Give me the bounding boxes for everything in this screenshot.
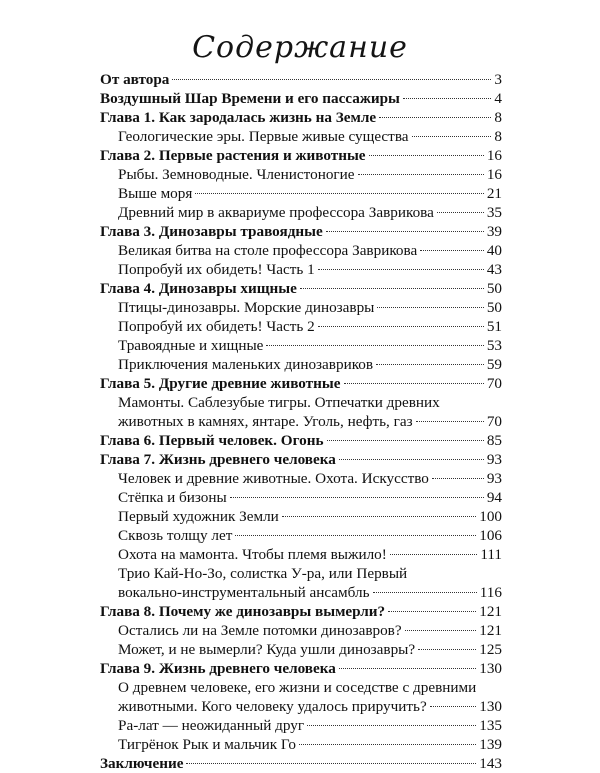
toc-entry-page-number: 8 (494, 128, 502, 145)
toc-entry-label: Рыбы. Земноводные. Членистоногие (118, 166, 355, 183)
toc-entry-page-number: 8 (494, 109, 502, 126)
dot-leader (300, 288, 484, 289)
toc-entry-page-number: 51 (486, 318, 502, 335)
toc-entry-page-number: 106 (479, 527, 502, 544)
dot-leader (379, 117, 491, 118)
toc-entry-chapter[interactable] (100, 754, 502, 773)
toc-entry-page-number: 125 (479, 641, 502, 658)
toc-entry-section[interactable] (100, 298, 502, 317)
toc-entry-label: Травоядные и хищные (118, 337, 264, 354)
toc-entry-page-number: 35 (486, 204, 502, 221)
toc-entry-chapter[interactable] (100, 659, 502, 678)
toc-entry-page-number: 39 (486, 223, 502, 240)
toc-entry-label: Геологические эры. Первые живые существа (118, 128, 409, 145)
dot-leader (376, 364, 484, 365)
dot-leader (405, 630, 477, 631)
dot-leader (388, 611, 476, 612)
dot-leader (403, 98, 492, 99)
toc-entry-section[interactable] (100, 716, 502, 735)
toc-entry-label: Глава 9. Жизнь древнего человека (100, 660, 336, 677)
toc-entry-label: Глава 2. Первые растения и животные (100, 147, 366, 164)
toc-entry-page-number: 3 (494, 71, 502, 88)
toc-entry-section[interactable] (100, 336, 502, 355)
toc-entry-section[interactable] (100, 241, 502, 260)
toc-entry-section[interactable] (100, 507, 502, 526)
dot-leader (377, 307, 483, 308)
dot-leader (318, 269, 484, 270)
toc-entry-section[interactable] (100, 355, 502, 374)
toc-entry-chapter[interactable] (100, 222, 502, 241)
toc-entry-label-line1: Мамонты. Саблезубые тигры. Отпечатки древних (118, 394, 440, 411)
toc-entry-label: Ра-лат — неожиданный друг (118, 717, 305, 734)
toc-entry-page-number: 135 (479, 717, 502, 734)
dot-leader (437, 212, 484, 213)
toc-entry-chapter[interactable] (100, 602, 502, 621)
dot-leader (266, 345, 483, 346)
dot-leader (430, 706, 477, 707)
toc-entry-section[interactable] (100, 621, 502, 640)
dot-leader (344, 383, 484, 384)
toc-entry-page-number: 93 (486, 470, 502, 487)
dot-leader (432, 478, 484, 479)
toc-entry-page-number: 94 (486, 489, 502, 506)
dot-leader (390, 554, 478, 555)
toc-entry-page-number: 40 (486, 242, 502, 259)
toc-entry-label-line2: животных в камнях, янтаре. Уголь, нефть, газ (118, 413, 413, 430)
dot-leader (358, 174, 484, 175)
toc-entry-section[interactable] (100, 564, 502, 602)
toc-entry-section[interactable] (100, 260, 502, 279)
toc-entry-chapter[interactable] (100, 374, 502, 393)
dot-leader (299, 744, 476, 745)
dot-leader (339, 459, 484, 460)
toc-entry-section[interactable] (100, 165, 502, 184)
toc-entry-label: Сквозь толщу лет (118, 527, 233, 544)
toc-entry-label-line1: Трио Кай-Но-Зо, солистка У-ра, или Первый (118, 565, 408, 582)
toc-entry-chapter[interactable] (100, 431, 502, 450)
toc-entry-page-number: 50 (486, 299, 502, 316)
dot-leader (230, 497, 484, 498)
dot-leader (412, 136, 492, 137)
toc-entry-label: Древний мир в аквариуме профессора Заврикова (118, 204, 434, 221)
toc-entry-page-number: 43 (486, 261, 502, 278)
toc-entry-label: Великая битва на столе профессора Заврикова (118, 242, 418, 259)
toc-entry-label: Охота на мамонта. Чтобы племя выжило! (118, 546, 387, 563)
toc-entry-label: Попробуй их обидеть! Часть 1 (118, 261, 315, 278)
toc-entry-label: Остались ли на Земле потомки динозавров? (118, 622, 402, 639)
toc-entry-page-number: 16 (486, 147, 502, 164)
toc-entry-page-number: 59 (486, 356, 502, 373)
toc-entry-page-number: 70 (486, 375, 502, 392)
toc-entry-page-number: 121 (479, 622, 502, 639)
toc-entry-page-number: 16 (486, 166, 502, 183)
toc-entry-label: Выше моря (118, 185, 193, 202)
toc-entry-section[interactable] (100, 735, 502, 754)
dot-leader (326, 231, 484, 232)
toc-entry-section[interactable] (100, 678, 502, 716)
toc-entry-chapter[interactable] (100, 146, 502, 165)
dot-leader (318, 326, 484, 327)
dot-leader (235, 535, 476, 536)
toc-entry-page-number: 100 (479, 508, 502, 525)
toc-entry-page-number: 121 (479, 603, 502, 620)
toc-entry-label: Первый художник Земли (118, 508, 279, 525)
dot-leader (307, 725, 476, 726)
toc-entry-chapter[interactable] (100, 89, 502, 108)
page-title: Содержание (192, 30, 408, 65)
toc-entry-label: Попробуй их обидеть! Часть 2 (118, 318, 315, 335)
toc-entry-label: Глава 1. Как зародалась жизнь на Земле (100, 109, 377, 126)
dot-leader (373, 592, 477, 593)
toc-entry-label: Глава 3. Динозавры травоядные (100, 223, 323, 240)
toc-entry-label: Человек и древние животные. Охота. Искусство (118, 470, 429, 487)
toc-entry-label: Птицы-динозавры. Морские динозавры (118, 299, 375, 316)
toc-entry-label: Глава 6. Первый человек. Огонь (100, 432, 324, 449)
toc-entry-section[interactable] (100, 545, 502, 564)
toc-entry-section[interactable] (100, 184, 502, 203)
toc-entry-page-number: 116 (479, 584, 502, 601)
toc-entry-label: Тигрёнок Рык и мальчик Го (118, 736, 296, 753)
dot-leader (420, 250, 484, 251)
dot-leader (339, 668, 476, 669)
toc-entry-section[interactable] (100, 393, 502, 431)
toc-entry-section[interactable] (100, 526, 502, 545)
toc-entry-page-number: 130 (479, 660, 502, 677)
dot-leader (186, 763, 476, 764)
toc-entry-label-line1: О древнем человеке, его жизни и соседстве с древними (118, 679, 477, 696)
toc-entry-page-number: 143 (479, 755, 502, 772)
toc-entry-section[interactable] (100, 127, 502, 146)
toc-entry-section[interactable] (100, 488, 502, 507)
dot-leader (327, 440, 484, 441)
toc-entry-page-number: 111 (480, 546, 502, 563)
toc-entry-page-number: 85 (486, 432, 502, 449)
toc-entry-label: Стёпка и бизоны (118, 489, 227, 506)
toc-entry-section[interactable] (100, 203, 502, 222)
dot-leader (416, 421, 484, 422)
toc-entry-page-number: 139 (479, 736, 502, 753)
toc-entry-label: Глава 8. Почему же динозавры вымерли? (100, 603, 386, 620)
dot-leader (282, 516, 476, 517)
toc-entry-label: Воздушный Шар Времени и его пассажиры (100, 90, 400, 107)
toc-entry-chapter[interactable] (100, 108, 502, 127)
toc-entry-label: Глава 4. Динозавры хищные (100, 280, 297, 297)
dot-leader (195, 193, 483, 194)
toc-entry-chapter[interactable] (100, 279, 502, 298)
toc-entry-label: Может, и не вымерли? Куда ушли динозавры? (118, 641, 416, 658)
toc-entry-label: Глава 7. Жизнь древнего человека (100, 451, 336, 468)
toc-entry-page-number: 93 (486, 451, 502, 468)
toc-entry-page-number: 21 (486, 185, 502, 202)
toc-entry-chapter[interactable] (100, 70, 502, 89)
toc-entry-label-line2: животными. Кого человеку удалось приручить? (118, 698, 427, 715)
toc-entry-page-number: 130 (479, 698, 502, 715)
toc-entry-chapter[interactable] (100, 450, 502, 469)
toc-entry-label: Глава 5. Другие древние животные (100, 375, 341, 392)
toc-entry-label: От автора (100, 71, 170, 88)
toc-entry-label: Заключение (100, 755, 184, 772)
table-of-contents (100, 70, 502, 773)
toc-entry-page-number: 4 (494, 90, 502, 107)
toc-entry-page-number: 53 (486, 337, 502, 354)
toc-entry-section[interactable] (100, 640, 502, 659)
dot-leader (369, 155, 484, 156)
toc-entry-section[interactable] (100, 469, 502, 488)
toc-entry-label-line2: вокально-инструментальный ансамбль (118, 584, 370, 601)
toc-entry-label: Приключения маленьких динозавриков (118, 356, 374, 373)
toc-entry-section[interactable] (100, 317, 502, 336)
dot-leader (172, 79, 491, 80)
toc-entry-page-number: 50 (486, 280, 502, 297)
dot-leader (418, 649, 476, 650)
toc-entry-page-number: 70 (486, 413, 502, 430)
